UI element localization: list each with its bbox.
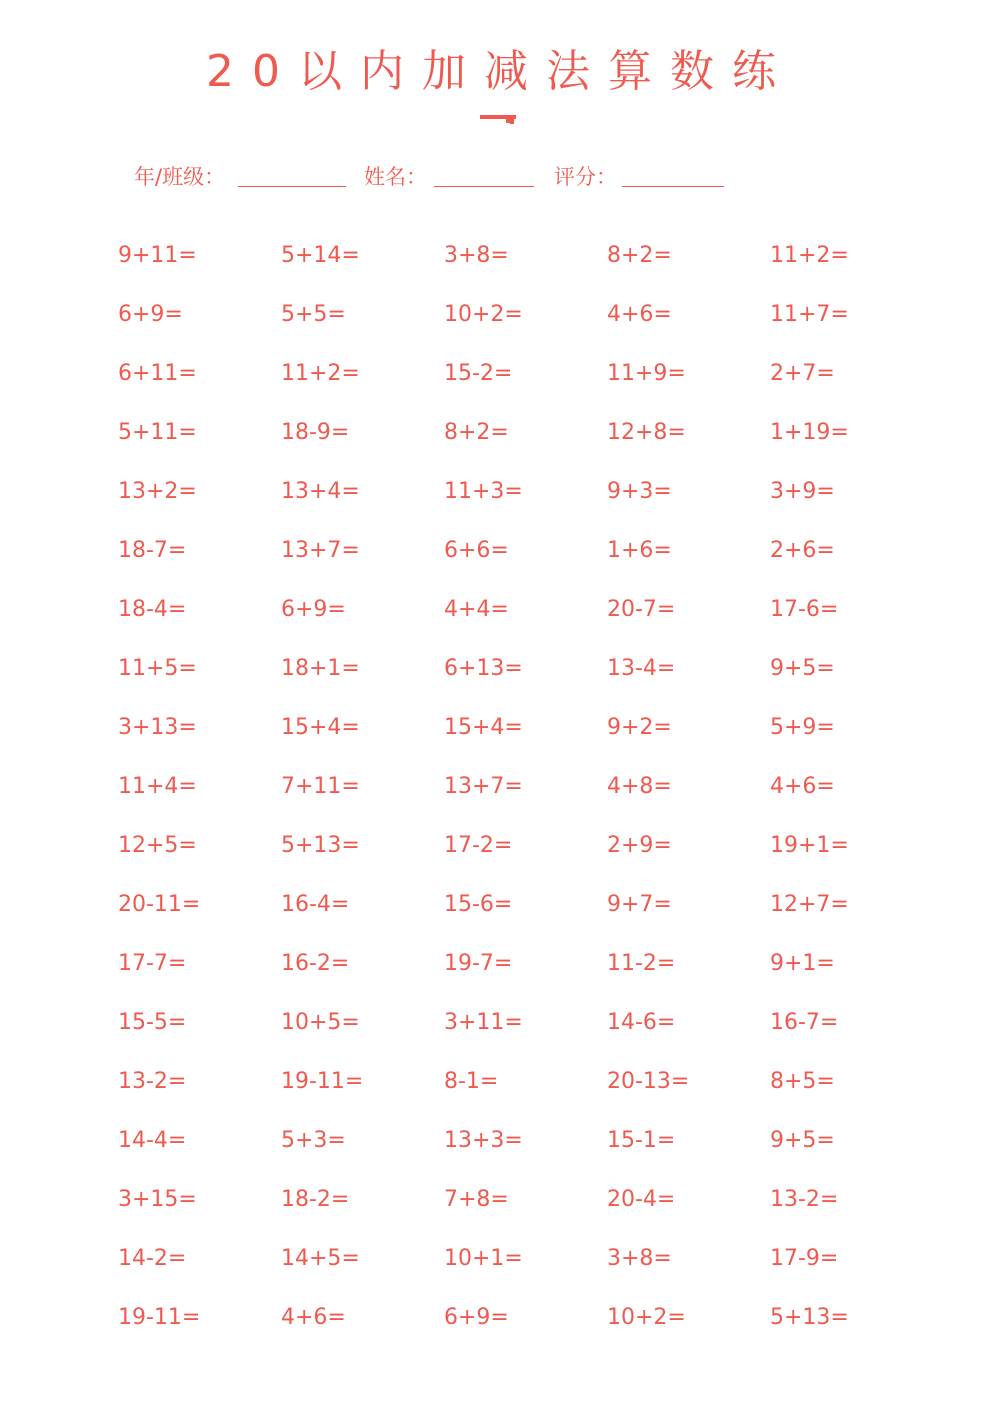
arithmetic-problem: 17-9= (770, 1246, 839, 1271)
arithmetic-problem: 20-7= (607, 597, 676, 622)
problem-row (118, 236, 938, 295)
arithmetic-problem: 3+8= (444, 243, 509, 268)
arithmetic-problem: 19-7= (444, 951, 513, 976)
arithmetic-problem: 2+7= (770, 361, 835, 386)
score-field[interactable] (622, 186, 724, 187)
arithmetic-problem: 17-7= (118, 951, 187, 976)
problem-row (118, 767, 938, 826)
arithmetic-problem: 17-6= (770, 597, 839, 622)
arithmetic-problem: 19+1= (770, 833, 849, 858)
arithmetic-problem: 6+13= (444, 656, 523, 681)
arithmetic-problem: 8+2= (444, 420, 509, 445)
arithmetic-problem: 9+2= (607, 715, 672, 740)
arithmetic-problem: 19-11= (118, 1305, 201, 1330)
arithmetic-problem: 13+2= (118, 479, 197, 504)
problem-row (118, 826, 938, 885)
arithmetic-problem: 13+4= (281, 479, 360, 504)
arithmetic-problem: 11+3= (444, 479, 523, 504)
arithmetic-problem: 3+11= (444, 1010, 523, 1035)
arithmetic-problem: 5+9= (770, 715, 835, 740)
arithmetic-problem: 11+4= (118, 774, 197, 799)
arithmetic-problem: 19-11= (281, 1069, 364, 1094)
problem-row (118, 590, 938, 649)
arithmetic-problem: 2+9= (607, 833, 672, 858)
student-info-row (0, 160, 1000, 196)
arithmetic-problem: 9+1= (770, 951, 835, 976)
arithmetic-problem: 8+2= (607, 243, 672, 268)
arithmetic-problem: 16-2= (281, 951, 350, 976)
problem-row (118, 944, 938, 1003)
arithmetic-problem: 6+9= (281, 597, 346, 622)
arithmetic-problem: 13-2= (770, 1187, 839, 1212)
arithmetic-problem: 14+5= (281, 1246, 360, 1271)
problem-row (118, 1180, 938, 1239)
arithmetic-problem: 8-1= (444, 1069, 499, 1094)
arithmetic-problem: 14-2= (118, 1246, 187, 1271)
arithmetic-problem: 9+7= (607, 892, 672, 917)
arithmetic-problem: 6+11= (118, 361, 197, 386)
arithmetic-problem: 9+5= (770, 656, 835, 681)
arithmetic-problem: 13+3= (444, 1128, 523, 1153)
arithmetic-problem: 6+6= (444, 538, 509, 563)
problem-row (118, 1121, 938, 1180)
arithmetic-problem: 4+6= (770, 774, 835, 799)
arithmetic-problem: 14-4= (118, 1128, 187, 1153)
arithmetic-problem: 4+6= (607, 302, 672, 327)
class-label: 年/班级： (134, 165, 226, 189)
arithmetic-problem: 5+3= (281, 1128, 346, 1153)
arithmetic-problem: 1+19= (770, 420, 849, 445)
arithmetic-problem: 20-13= (607, 1069, 690, 1094)
arithmetic-problem: 11+9= (607, 361, 686, 386)
arithmetic-problem: 4+4= (444, 597, 509, 622)
arithmetic-problem: 8+5= (770, 1069, 835, 1094)
arithmetic-problem: 10+1= (444, 1246, 523, 1271)
arithmetic-problem: 18-2= (281, 1187, 350, 1212)
problem-row (118, 1298, 938, 1357)
arithmetic-problem: 11+2= (770, 243, 849, 268)
arithmetic-problem: 18-7= (118, 538, 187, 563)
problem-row (118, 885, 938, 944)
arithmetic-problem: 9+5= (770, 1128, 835, 1153)
arithmetic-problem: 12+7= (770, 892, 849, 917)
arithmetic-problem: 11+7= (770, 302, 849, 327)
arithmetic-problem: 7+11= (281, 774, 360, 799)
arithmetic-problem: 5+14= (281, 243, 360, 268)
arithmetic-problem: 3+13= (118, 715, 197, 740)
arithmetic-problem: 3+15= (118, 1187, 197, 1212)
problem-row (118, 295, 938, 354)
arithmetic-problem: 15+4= (444, 715, 523, 740)
title-underline-mark (480, 112, 516, 124)
class-field[interactable] (238, 186, 346, 187)
name-field[interactable] (434, 186, 534, 187)
arithmetic-problem: 5+13= (770, 1305, 849, 1330)
arithmetic-problem: 11-2= (607, 951, 676, 976)
arithmetic-problem: 17-2= (444, 833, 513, 858)
arithmetic-problem: 16-4= (281, 892, 350, 917)
arithmetic-problem: 4+6= (281, 1305, 346, 1330)
problem-row (118, 531, 938, 590)
arithmetic-problem: 2+6= (770, 538, 835, 563)
arithmetic-problem: 18-4= (118, 597, 187, 622)
arithmetic-problem: 15-6= (444, 892, 513, 917)
problem-row (118, 649, 938, 708)
arithmetic-problem: 3+9= (770, 479, 835, 504)
arithmetic-problem: 3+8= (607, 1246, 672, 1271)
arithmetic-problem: 9+11= (118, 243, 197, 268)
problem-row (118, 354, 938, 413)
arithmetic-problem: 6+9= (444, 1305, 509, 1330)
arithmetic-problem: 11+2= (281, 361, 360, 386)
arithmetic-problem: 1+6= (607, 538, 672, 563)
arithmetic-problem: 15-5= (118, 1010, 187, 1035)
arithmetic-problem: 13+7= (281, 538, 360, 563)
problem-row (118, 1062, 938, 1121)
problem-row (118, 1003, 938, 1062)
arithmetic-problem: 9+3= (607, 479, 672, 504)
arithmetic-problem: 15-1= (607, 1128, 676, 1153)
arithmetic-problem: 6+9= (118, 302, 183, 327)
arithmetic-problem: 7+8= (444, 1187, 509, 1212)
arithmetic-problem: 15-2= (444, 361, 513, 386)
arithmetic-problem: 4+8= (607, 774, 672, 799)
arithmetic-problem: 18+1= (281, 656, 360, 681)
arithmetic-problem: 18-9= (281, 420, 350, 445)
name-label: 姓名： (364, 165, 427, 189)
arithmetic-problem: 5+11= (118, 420, 197, 445)
score-label: 评分： (554, 165, 617, 189)
arithmetic-problem: 10+2= (607, 1305, 686, 1330)
arithmetic-problem: 10+5= (281, 1010, 360, 1035)
arithmetic-problem: 10+2= (444, 302, 523, 327)
problem-grid (118, 236, 938, 1357)
problem-row (118, 1239, 938, 1298)
arithmetic-problem: 13+7= (444, 774, 523, 799)
arithmetic-problem: 12+8= (607, 420, 686, 445)
arithmetic-problem: 5+13= (281, 833, 360, 858)
arithmetic-problem: 11+5= (118, 656, 197, 681)
arithmetic-problem: 14-6= (607, 1010, 676, 1035)
arithmetic-problem: 15+4= (281, 715, 360, 740)
arithmetic-problem: 13-4= (607, 656, 676, 681)
problem-row (118, 413, 938, 472)
problem-row (118, 708, 938, 767)
problem-row (118, 472, 938, 531)
page-title: 20以内加减法算数练 (206, 46, 794, 97)
arithmetic-problem: 13-2= (118, 1069, 187, 1094)
arithmetic-problem: 12+5= (118, 833, 197, 858)
arithmetic-problem: 16-7= (770, 1010, 839, 1035)
arithmetic-problem: 5+5= (281, 302, 346, 327)
arithmetic-problem: 20-11= (118, 892, 201, 917)
arithmetic-problem: 20-4= (607, 1187, 676, 1212)
